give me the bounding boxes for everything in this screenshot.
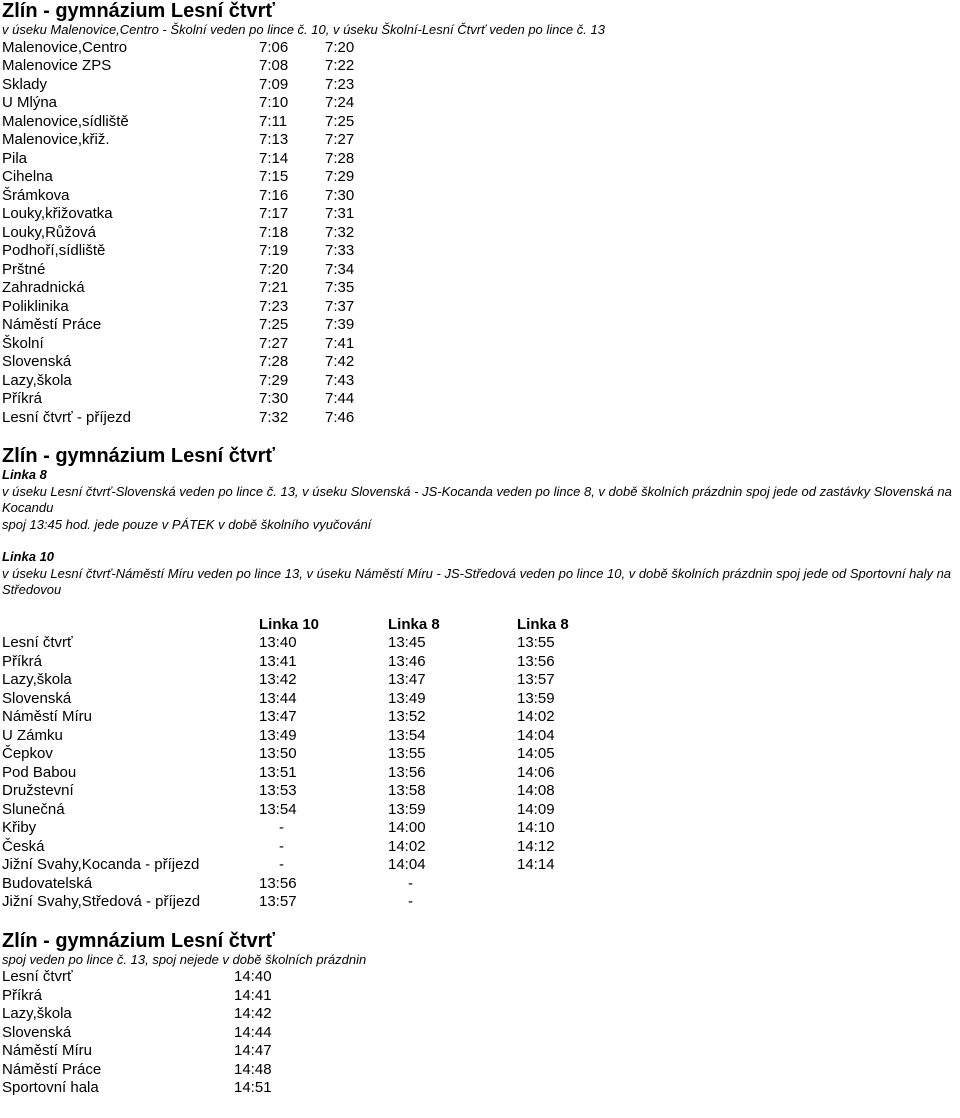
departure-time: 14:10 (517, 819, 555, 836)
stop-name: Křiby (2, 819, 37, 836)
departure-time: - (408, 893, 413, 910)
block3-title: Zlín - gymnázium Lesní čtvrť (2, 929, 275, 952)
stop-name: Malenovice ZPS (2, 57, 112, 74)
stop-name: Poliklinika (2, 297, 69, 315)
column-header-line: Linka 10 (259, 615, 320, 633)
table-row (2, 968, 958, 987)
departure-time: 13:46 (388, 652, 426, 670)
table-row (2, 113, 958, 132)
table-row (2, 353, 958, 372)
table-row (2, 131, 958, 150)
departure-time: 7:06 (259, 38, 289, 56)
departure-time: 7:30 (325, 186, 355, 204)
table-row (2, 150, 958, 169)
table-row (2, 634, 958, 653)
stop-name: Školní (2, 334, 44, 352)
departure-time: 14:00 (388, 819, 426, 836)
stop-name: Náměstí Práce (2, 316, 102, 333)
departure-time: 7:23 (325, 75, 355, 93)
table-row (2, 224, 958, 243)
departure-time: 7:19 (259, 242, 289, 259)
stop-name: Jižní Svahy,Středová - příjezd (2, 893, 201, 910)
block1-table (2, 39, 958, 428)
departure-time: 13:55 (388, 745, 426, 762)
departure-time: 13:53 (259, 782, 297, 799)
stop-name: Slunečná (2, 800, 65, 818)
column-header-stop (2, 616, 259, 635)
departure-time: 13:41 (259, 652, 297, 670)
stop-name: Zahradnická (2, 279, 85, 296)
table-row (2, 653, 958, 672)
table-row (2, 727, 958, 746)
table-row (2, 76, 958, 95)
timetable-block-2 (2, 445, 958, 912)
stop-name: Jižní Svahy,Kocanda - příjezd (2, 856, 200, 873)
stop-name: Louky,Růžová (2, 223, 96, 241)
stop-name: Lesní čtvrť (2, 968, 73, 985)
stop-name: Příkrá (2, 390, 43, 407)
table-row (2, 57, 958, 76)
stop-name: Příkrá (2, 986, 43, 1004)
table-row (2, 856, 958, 875)
departure-time: 14:40 (234, 968, 272, 985)
departure-time: 14:51 (234, 1079, 272, 1096)
stop-name: Náměstí Práce (2, 1060, 102, 1078)
departure-time: 13:58 (388, 782, 426, 799)
departure-time: 14:04 (517, 726, 555, 744)
departure-time: 7:31 (325, 205, 355, 222)
departure-time: 7:20 (259, 260, 289, 278)
linka8-label: Linka 8 (2, 467, 47, 482)
departure-time: 14:09 (517, 800, 555, 818)
stop-name: Šrámkova (2, 186, 70, 204)
departure-time: 14:02 (517, 708, 555, 725)
departure-time: 7:27 (259, 334, 289, 352)
table-row (2, 298, 958, 317)
table-row (2, 690, 958, 709)
departure-time: 13:47 (259, 708, 297, 725)
stop-name: Podhoří,sídliště (2, 242, 106, 259)
table-row (2, 893, 958, 912)
departure-time: 7:10 (259, 94, 289, 111)
table-row (2, 745, 958, 764)
stop-name: Sklady (2, 75, 48, 93)
departure-time: 13:54 (259, 800, 297, 818)
departure-time: - (279, 837, 284, 855)
stop-name: Cihelna (2, 168, 53, 185)
departure-time: 7:29 (259, 371, 289, 389)
table-row (2, 261, 958, 280)
stop-name: Lazy,škola (2, 671, 72, 688)
departure-time: 7:41 (325, 334, 355, 352)
table-row (2, 242, 958, 261)
departure-time: 13:55 (517, 634, 555, 651)
departure-time: 7:34 (325, 260, 355, 278)
block1-title: Zlín - gymnázium Lesní čtvrť (2, 0, 275, 22)
stop-name: Náměstí Míru (2, 708, 93, 725)
table-row (2, 1061, 958, 1080)
table-row (2, 390, 958, 409)
stop-name: Slovenská (2, 1023, 72, 1041)
block2-title: Zlín - gymnázium Lesní čtvrť (2, 445, 275, 467)
departure-time: 7:28 (259, 353, 289, 370)
stop-name: Slovenská (2, 689, 72, 707)
departure-time: 7:46 (325, 408, 355, 426)
timetable-page (2, 0, 958, 1098)
stop-name: Lazy,škola (2, 1005, 72, 1022)
departure-time: 7:44 (325, 390, 355, 407)
block3-table (2, 968, 958, 1098)
departure-time: 13:51 (259, 763, 297, 781)
table-row (2, 372, 958, 391)
departure-time: 7:22 (325, 57, 355, 74)
block2-table (2, 616, 958, 912)
departure-time: - (279, 856, 284, 873)
departure-time: 7:27 (325, 131, 355, 148)
stop-name: Česká (2, 837, 45, 855)
stop-name: U Zámku (2, 726, 63, 744)
stop-name: Náměstí Míru (2, 1042, 93, 1059)
stop-name: Družstevní (2, 782, 74, 799)
departure-time: 13:45 (388, 634, 426, 651)
departure-time: 14:44 (234, 1023, 272, 1041)
timetable-block-1 (2, 0, 958, 427)
departure-time: 13:56 (517, 652, 555, 670)
departure-time: 14:47 (234, 1042, 272, 1059)
table-row (2, 987, 958, 1006)
table-header-row (2, 616, 958, 635)
stop-name: Pila (2, 149, 28, 167)
departure-time: 13:57 (517, 671, 555, 688)
departure-time: 13:56 (388, 763, 426, 781)
departure-time: 13:52 (388, 708, 426, 725)
column-header-line: Linka 8 (517, 615, 569, 633)
table-row (2, 316, 958, 335)
departure-time: 13:47 (388, 671, 426, 688)
departure-time: 7:13 (259, 131, 289, 148)
table-row (2, 168, 958, 187)
departure-time: 7:17 (259, 205, 289, 222)
departure-time: 7:14 (259, 149, 289, 167)
departure-time: - (279, 819, 284, 836)
departure-time: 7:33 (325, 242, 355, 259)
departure-time: 7:43 (325, 371, 355, 389)
table-row (2, 782, 958, 801)
linka10-label: Linka 10 (2, 549, 55, 564)
departure-time: 14:08 (517, 782, 555, 799)
stop-name: Čepkov (2, 745, 53, 762)
departure-time: 7:21 (259, 279, 289, 296)
departure-time: 7:42 (325, 353, 355, 370)
departure-time: 13:57 (259, 893, 297, 910)
departure-time: 14:48 (234, 1060, 272, 1078)
stop-name: Lesní čtvrť (2, 634, 73, 651)
table-row (2, 39, 958, 58)
departure-time: 14:12 (517, 837, 555, 855)
departure-time: 13:42 (259, 671, 297, 688)
departure-time: 7:32 (325, 223, 355, 241)
stop-name: Malenovice,křiž. (2, 131, 110, 148)
table-row (2, 875, 958, 894)
departure-time: 13:44 (259, 689, 297, 707)
departure-time: 7:29 (325, 168, 355, 185)
departure-time: 13:40 (259, 634, 297, 651)
departure-time: - (408, 874, 413, 892)
departure-time: 14:06 (517, 763, 555, 781)
departure-time: 7:16 (259, 186, 289, 204)
table-row (2, 1005, 958, 1024)
table-row (2, 205, 958, 224)
table-row (2, 1024, 958, 1043)
linka10-note: v úseku Lesní čtvrť-Náměstí Míru veden po lince 13, v úseku Náměstí Míru - JS-Středová veden po lince 10, v době školních prázdnin spoj jede od Sportovní haly na Středovou (2, 565, 952, 597)
departure-time: 13:50 (259, 745, 297, 762)
departure-time: 13:56 (259, 874, 297, 892)
block3-route-note: spoj veden po lince č. 13, spoj nejede v době školních prázdnin (2, 951, 367, 967)
table-row (2, 671, 958, 690)
table-row (2, 1042, 958, 1061)
column-header-line: Linka 8 (388, 615, 440, 633)
table-row (2, 187, 958, 206)
departure-time: 7:39 (325, 316, 355, 333)
stop-name: Příkrá (2, 652, 43, 670)
departure-time: 14:04 (388, 856, 426, 873)
departure-time: 14:42 (234, 1005, 272, 1022)
stop-name: Slovenská (2, 353, 72, 370)
table-row (2, 335, 958, 354)
stop-name: Lazy,škola (2, 371, 72, 389)
table-row (2, 1079, 958, 1098)
departure-time: 7:32 (259, 408, 289, 426)
departure-time: 14:14 (517, 856, 555, 873)
linka8-friday-note: spoj 13:45 hod. jede pouze v PÁTEK v době školního vyučování (2, 516, 372, 532)
stop-name: Pod Babou (2, 763, 77, 781)
departure-time: 7:24 (325, 94, 355, 111)
block1-route-note: v úseku Malenovice,Centro - Školní veden po lince č. 10, v úseku Školní-Lesní Čtvrť veden po lince č. 13 (2, 22, 605, 37)
stop-name: Louky,křižovatka (2, 205, 113, 222)
departure-time: 7:08 (259, 57, 289, 74)
departure-time: 7:37 (325, 297, 355, 315)
departure-time: 7:09 (259, 75, 289, 93)
departure-time: 7:35 (325, 279, 355, 296)
departure-time (517, 893, 646, 912)
stop-name: Malenovice,sídliště (2, 112, 129, 130)
linka8-note: v úseku Lesní čtvrť-Slovenská veden po lince č. 13, v úseku Slovenská - JS-Kocanda veden po lince 8, v době školních prázdnin spoj jede od zastávky Slovenská na Kocandu (2, 483, 952, 515)
departure-time: 7:18 (259, 223, 289, 241)
stop-name: Lesní čtvrť - příjezd (2, 408, 132, 426)
departure-time: 14:05 (517, 745, 555, 762)
table-row (2, 838, 958, 857)
table-row (2, 409, 958, 428)
table-row (2, 279, 958, 298)
departure-time: 13:49 (259, 726, 297, 744)
timetable-block-3 (2, 930, 958, 1098)
departure-time: 7:15 (259, 168, 289, 185)
stop-name: U Mlýna (2, 94, 58, 111)
departure-time: 7:25 (325, 112, 355, 130)
table-row (2, 819, 958, 838)
departure-time: 7:28 (325, 149, 355, 167)
departure-time: 13:59 (388, 800, 426, 818)
departure-time (517, 875, 646, 894)
table-row (2, 801, 958, 820)
table-row (2, 94, 958, 113)
stop-name: Malenovice,Centro (2, 38, 128, 56)
departure-time: 7:25 (259, 316, 289, 333)
table-row (2, 708, 958, 727)
departure-time: 14:41 (234, 986, 272, 1004)
departure-time: 13:54 (388, 726, 426, 744)
departure-time: 7:20 (325, 38, 355, 56)
departure-time: 13:59 (517, 689, 555, 707)
stop-name: Prštné (2, 260, 46, 278)
table-row (2, 764, 958, 783)
departure-time: 7:23 (259, 297, 289, 315)
departure-time: 7:30 (259, 390, 289, 407)
departure-time: 13:49 (388, 689, 426, 707)
departure-time: 14:02 (388, 837, 426, 855)
stop-name: Budovatelská (2, 874, 93, 892)
stop-name: Sportovní hala (2, 1079, 99, 1096)
departure-time: 7:11 (259, 112, 288, 130)
